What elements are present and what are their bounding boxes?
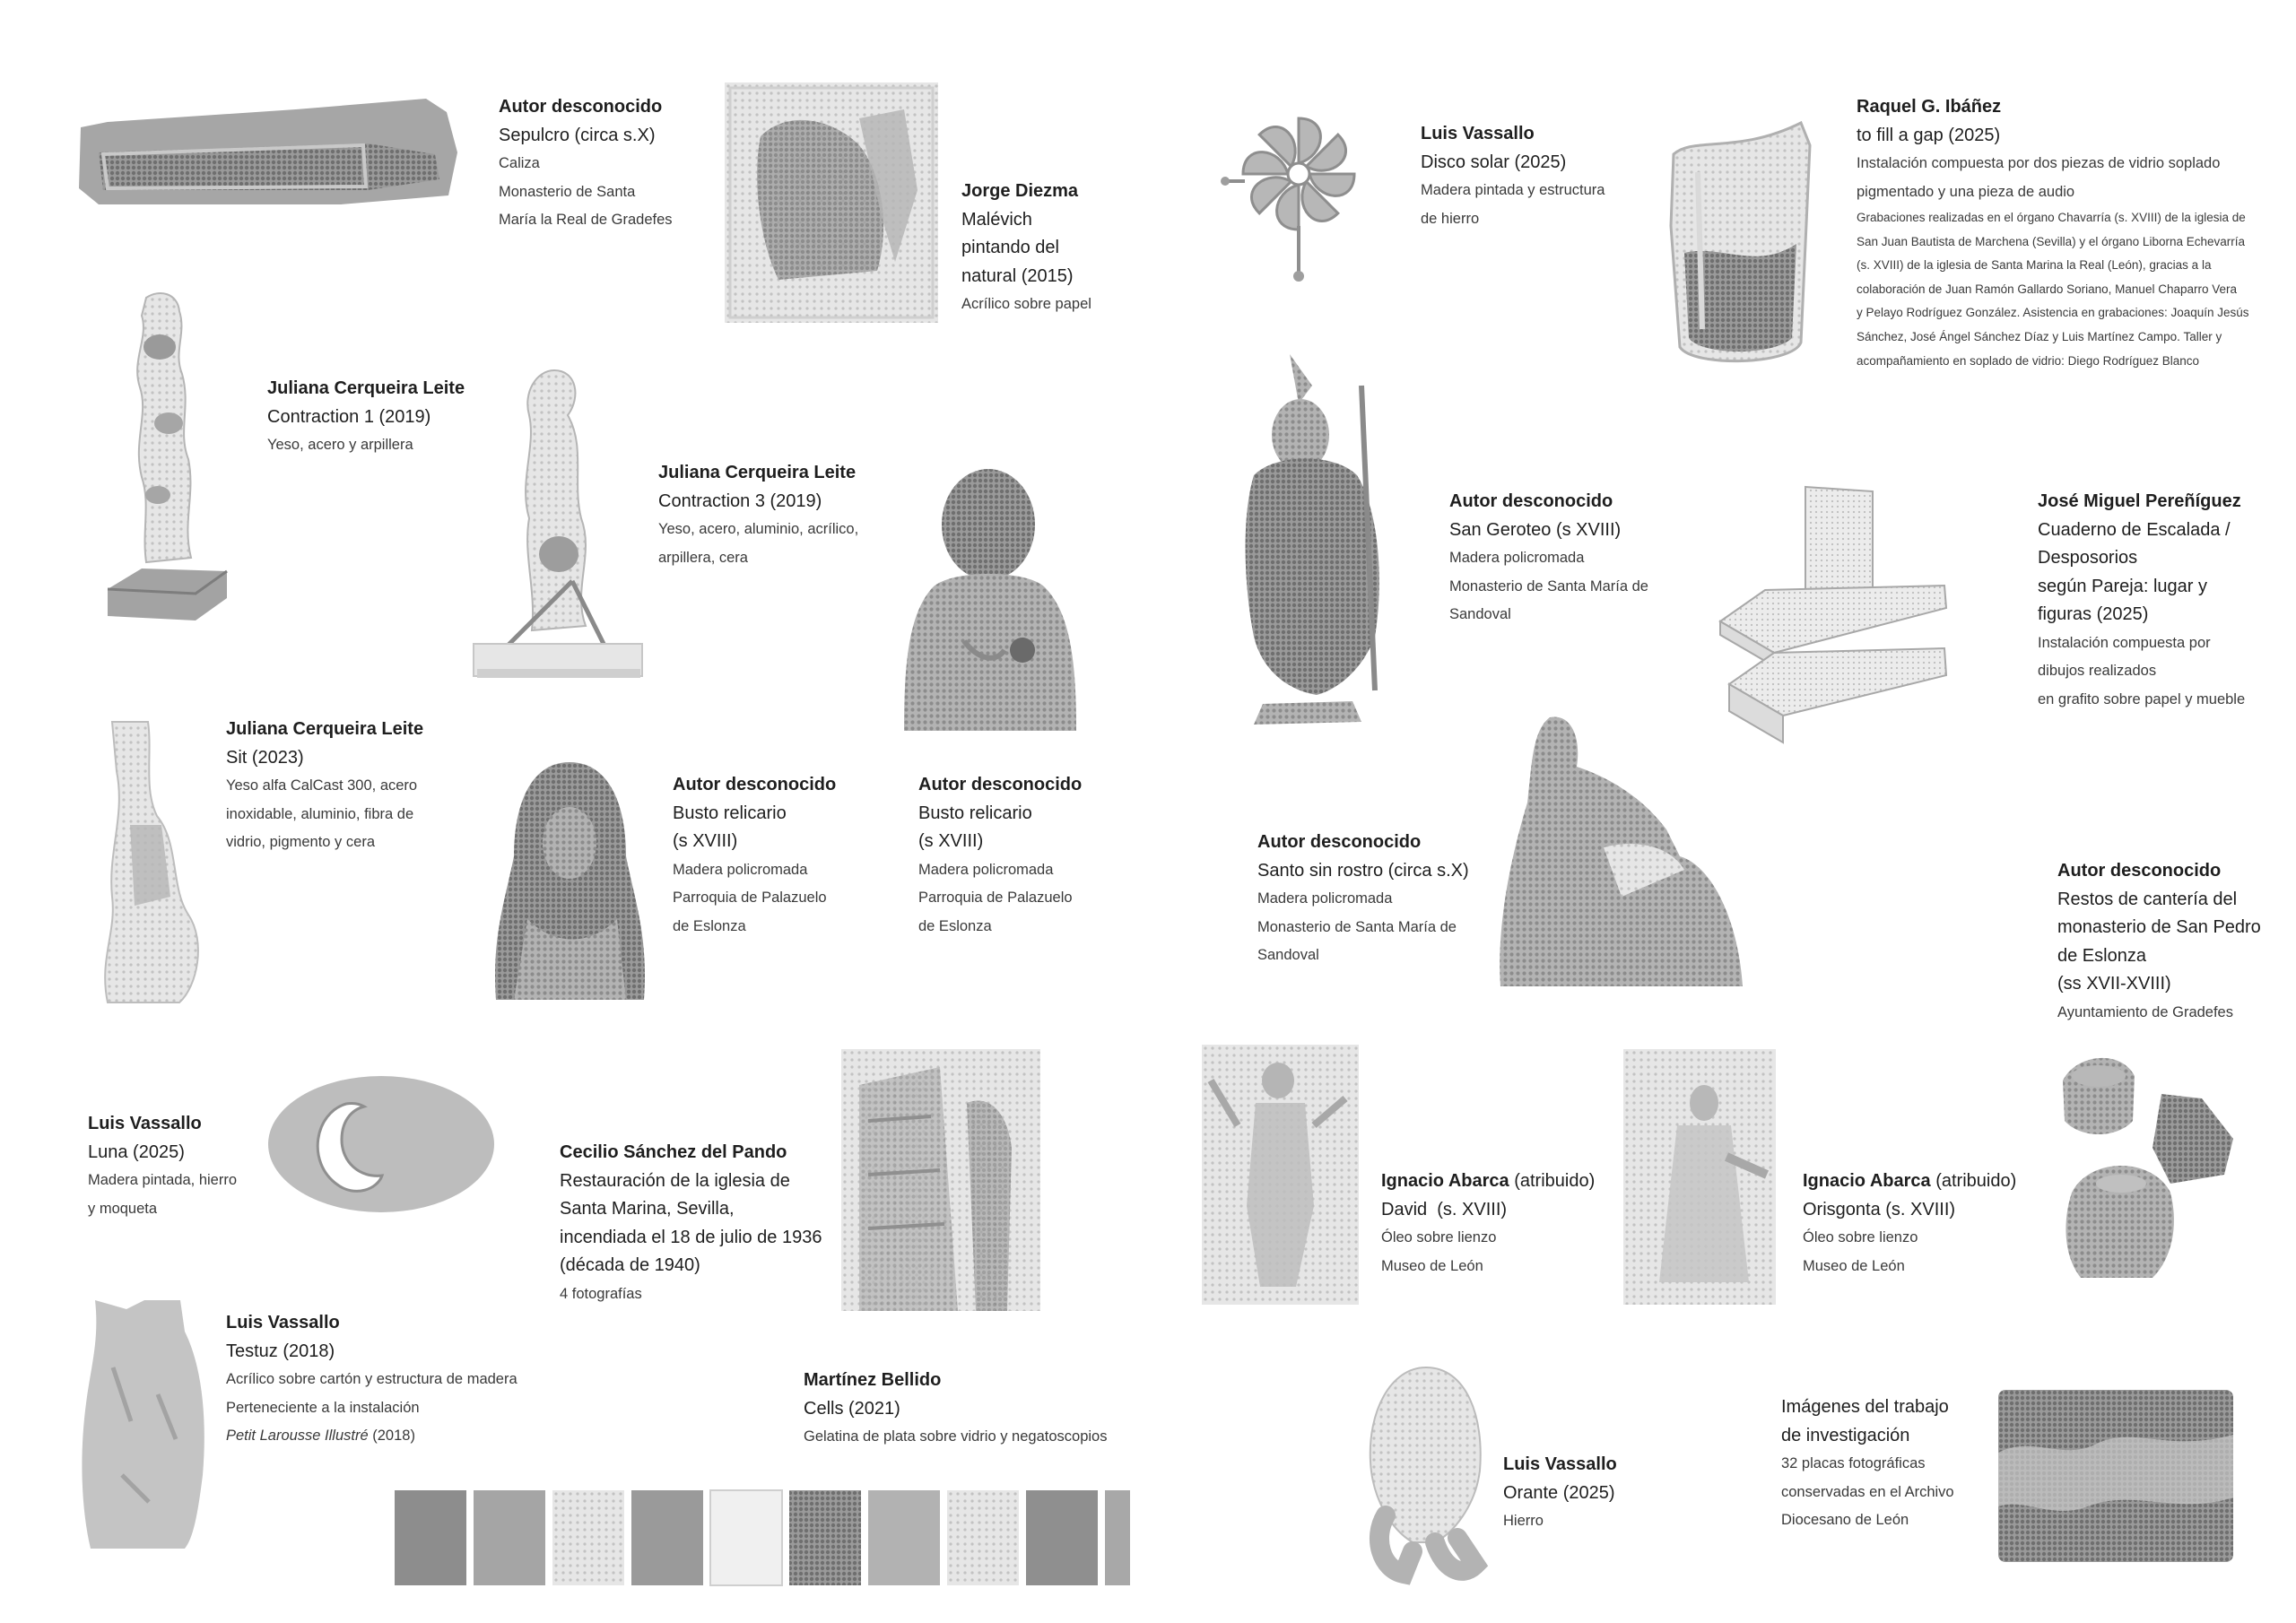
- detail: Madera pintada, hierro: [88, 1172, 238, 1188]
- detail: Museo de León: [1803, 1257, 1905, 1274]
- busto-relicario-image: [491, 758, 648, 1009]
- author: Autor desconocido: [673, 775, 837, 794]
- note: Grabaciones realizadas en el órgano Chavarría (s. XVIII) de la iglesia de: [1857, 211, 2246, 224]
- italic-title: Petit Larousse Illustré: [226, 1428, 369, 1444]
- detail: Yeso, acero y arpillera: [267, 437, 413, 453]
- detail: María la Real de Gradefes: [499, 212, 673, 228]
- detail: Sandoval: [1257, 947, 1319, 963]
- caption-san-geroteo: [1449, 488, 1648, 629]
- detail: Perteneciente a la instalación: [226, 1399, 420, 1416]
- detail: Parroquia de Palazuelo: [673, 890, 827, 906]
- author: Ignacio Abarca: [1803, 1171, 1931, 1191]
- title: Luna (2025): [88, 1141, 185, 1162]
- detail: Instalación compuesta por: [2038, 634, 2211, 651]
- detail: Acrílico sobre cartón y estructura de madera: [226, 1371, 517, 1387]
- title: de investigación: [1781, 1425, 1910, 1445]
- detail: 4 fotografías: [560, 1285, 642, 1302]
- caption-contraction-1: [267, 375, 465, 460]
- detail: Madera policromada: [918, 861, 1054, 878]
- detail: Museo de León: [1381, 1257, 1483, 1274]
- title: Disco solar (2025): [1421, 152, 1567, 172]
- detail: Monasterio de Santa: [499, 183, 636, 200]
- author: Raquel G. Ibáñez: [1857, 97, 2002, 117]
- detail: en grafito sobre papel y mueble: [2038, 690, 2246, 707]
- title: natural (2015): [961, 265, 1074, 286]
- title: (década de 1940): [560, 1255, 700, 1275]
- title: incendiada el 18 de julio de 1936: [560, 1227, 822, 1247]
- caption-to-fill-a-gap: [1857, 93, 2249, 373]
- caption-testuz: [226, 1309, 517, 1451]
- note: San Juan Bautista de Marchena (Sevilla) y el órgano Liborna Echevarría: [1857, 234, 2245, 248]
- title: monasterio de San Pedro: [2057, 917, 2261, 937]
- caption-busto-relicario-2: [918, 771, 1082, 941]
- detail: Sandoval: [1449, 606, 1511, 622]
- restauracion-photo-image: [841, 1049, 1040, 1311]
- attribution: (atribuido): [1514, 1171, 1596, 1191]
- detail: Madera policromada: [1257, 890, 1393, 907]
- detail: y moqueta: [88, 1200, 158, 1217]
- caption-santo-sin-rostro: [1257, 829, 1469, 970]
- disco-solar-image: [1218, 91, 1379, 284]
- friar-bust-image: [897, 462, 1081, 740]
- author: Juliana Cerqueira Leite: [267, 378, 465, 398]
- year: (2018): [368, 1428, 415, 1444]
- investigacion-plate-image: [1998, 1390, 2233, 1562]
- detail: Yeso alfa CalCast 300, acero: [226, 777, 418, 794]
- author: Autor desconocido: [2057, 861, 2222, 881]
- caption-luna: [88, 1110, 237, 1223]
- detail: Gelatina de plata sobre vidrio y negatoscopios: [804, 1428, 1108, 1445]
- title: Contraction 3 (2019): [658, 490, 822, 511]
- title: Cuaderno de Escalada /: [2038, 519, 2231, 540]
- cells-photo-strip-image: [395, 1490, 1130, 1585]
- title: Santa Marina, Sevilla,: [560, 1199, 735, 1219]
- restos-canteria-image: [2054, 1049, 2238, 1282]
- detail: Óleo sobre lienzo: [1803, 1229, 1918, 1245]
- detail: Caliza: [499, 155, 540, 171]
- detail: Madera policromada: [673, 861, 808, 878]
- title: Orante (2025): [1503, 1482, 1615, 1503]
- detail: Instalación compuesta por dos piezas de vidrio soplado: [1857, 155, 2221, 171]
- attribution: (atribuido): [1935, 1171, 2017, 1191]
- cuaderno-installation-image: [1711, 482, 1953, 751]
- caption-busto-relicario-1: [673, 771, 836, 941]
- caption-david: [1381, 1167, 1595, 1280]
- title: (ss XVII-XVIII): [2057, 974, 2171, 994]
- author: Juliana Cerqueira Leite: [226, 719, 424, 739]
- detail: de Eslonza: [673, 917, 746, 934]
- title: Imágenes del trabajo: [1781, 1397, 1949, 1417]
- santo-sin-rostro-image: [1496, 713, 1747, 991]
- caption-orante: [1503, 1451, 1617, 1536]
- author: José Miguel Pereñíguez: [2038, 491, 2241, 511]
- testuz-image: [77, 1296, 212, 1551]
- sit-sculpture-image: [99, 717, 224, 1004]
- detail: de Eslonza: [918, 917, 992, 934]
- author: Autor desconocido: [1257, 832, 1422, 852]
- title: Sit (2023): [226, 747, 304, 768]
- glass-piece-image: [1666, 118, 1810, 369]
- author-line: [1803, 1167, 2016, 1196]
- title: to fill a gap (2025): [1857, 125, 2001, 145]
- title: según Pareja: lugar y: [2038, 576, 2208, 596]
- author: Juliana Cerqueira Leite: [658, 463, 857, 482]
- detail: Acrílico sobre papel: [961, 296, 1091, 312]
- orisgonta-painting-image: [1623, 1049, 1776, 1305]
- malevich-painting-image: [725, 82, 938, 323]
- author: Jorge Diezma: [961, 181, 1079, 201]
- caption-imagenes-investigacion: [1781, 1393, 1954, 1535]
- detail: inoxidable, aluminio, fibra de: [226, 805, 414, 822]
- author: Luis Vassallo: [1503, 1454, 1617, 1474]
- title: Sepulcro (circa s.X): [499, 125, 656, 145]
- detail: dibujos realizados: [2038, 663, 2157, 679]
- detail: Monasterio de Santa María de: [1257, 918, 1457, 935]
- detail: Hierro: [1503, 1513, 1544, 1529]
- title: David (s. XVIII): [1381, 1199, 1508, 1219]
- note: Sánchez, José Ángel Sánchez Díaz y Luis Martínez Campo. Taller y: [1857, 329, 2222, 343]
- title: Contraction 1 (2019): [267, 406, 431, 427]
- contraction-3-sculpture-image: [474, 366, 644, 687]
- title: (s XVIII): [918, 831, 984, 851]
- caption-sit: [226, 716, 423, 857]
- detail: Ayuntamiento de Gradefes: [2057, 1003, 2233, 1020]
- author: Luis Vassallo: [226, 1313, 340, 1332]
- detail: 32 placas fotográficas: [1781, 1455, 1926, 1471]
- note: (s. XVIII) de la iglesia de Santa Marina la Real (León), gracias a la: [1857, 258, 2212, 273]
- note: y Pelayo Rodríguez González. Asistencia en grabaciones: Joaquín Jesús: [1857, 306, 2249, 320]
- title: Restauración de la iglesia de: [560, 1170, 790, 1191]
- caption-restos-de-canteria: [2057, 857, 2261, 1027]
- detail-line: [226, 1422, 517, 1451]
- title: Restos de cantería del: [2057, 889, 2238, 909]
- note: acompañamiento en soplado de vidrio: Diego Rodríguez Blanco: [1857, 353, 2199, 368]
- author: Cecilio Sánchez del Pando: [560, 1142, 787, 1162]
- detail: pigmentado y una pieza de audio: [1857, 183, 2075, 200]
- title: Orisgonta (s. XVIII): [1803, 1199, 1956, 1219]
- caption-disco-solar: [1421, 120, 1605, 233]
- title: Cells (2021): [804, 1398, 900, 1419]
- detail: Madera policromada: [1449, 550, 1585, 566]
- caption-contraction-3: [658, 459, 858, 572]
- author: Ignacio Abarca: [1381, 1171, 1509, 1191]
- caption-cuaderno-de-escalada: [2038, 488, 2245, 714]
- author: Autor desconocido: [499, 97, 663, 117]
- sepulcro-image: [72, 90, 457, 206]
- detail: Óleo sobre lienzo: [1381, 1229, 1497, 1245]
- note: colaboración de Juan Ramón Gallardo Soriano, Manuel Chaparro Vera: [1857, 282, 2238, 296]
- title: Testuz (2018): [226, 1341, 335, 1361]
- san-geroteo-statue-image: [1227, 350, 1406, 726]
- author-line: [1381, 1167, 1595, 1196]
- author: Autor desconocido: [918, 775, 1083, 794]
- orante-image: [1363, 1363, 1489, 1583]
- title: figuras (2025): [2038, 604, 2149, 624]
- detail: de hierro: [1421, 210, 1480, 227]
- detail: Monasterio de Santa María de: [1449, 577, 1648, 595]
- title: Busto relicario: [918, 803, 1032, 823]
- detail: Yeso, acero, aluminio, acrílico,: [658, 521, 859, 537]
- title: Desposorios: [2038, 548, 2138, 568]
- title: (s XVIII): [673, 831, 738, 851]
- contraction-1-sculpture-image: [106, 289, 231, 621]
- detail: Diocesano de León: [1781, 1512, 1909, 1528]
- caption-restauracion-santa-marina: [560, 1139, 822, 1308]
- author: Luis Vassallo: [1421, 124, 1535, 143]
- caption-orisgonta: [1803, 1167, 2016, 1280]
- title: Santo sin rostro (circa s.X): [1257, 860, 1469, 881]
- title: Malévich: [961, 209, 1032, 230]
- david-painting-image: [1202, 1045, 1359, 1305]
- detail: Madera pintada y estructura: [1421, 182, 1605, 198]
- detail: vidrio, pigmento y cera: [226, 834, 375, 850]
- author: Martínez Bellido: [804, 1370, 942, 1390]
- luna-image: [265, 1072, 497, 1216]
- title: de Eslonza: [2057, 945, 2146, 966]
- caption-cells: [804, 1367, 1107, 1452]
- caption-malevich: [961, 178, 1091, 319]
- title: Busto relicario: [673, 803, 787, 823]
- detail: arpillera, cera: [658, 549, 748, 566]
- author: Luis Vassallo: [88, 1114, 202, 1133]
- caption-sepulcro: [499, 93, 673, 235]
- detail: conservadas en el Archivo: [1781, 1483, 1954, 1500]
- author: Autor desconocido: [1449, 491, 1613, 511]
- title: pintando del: [961, 238, 1059, 257]
- title: San Geroteo (s XVIII): [1449, 519, 1622, 540]
- detail: Parroquia de Palazuelo: [918, 890, 1073, 906]
